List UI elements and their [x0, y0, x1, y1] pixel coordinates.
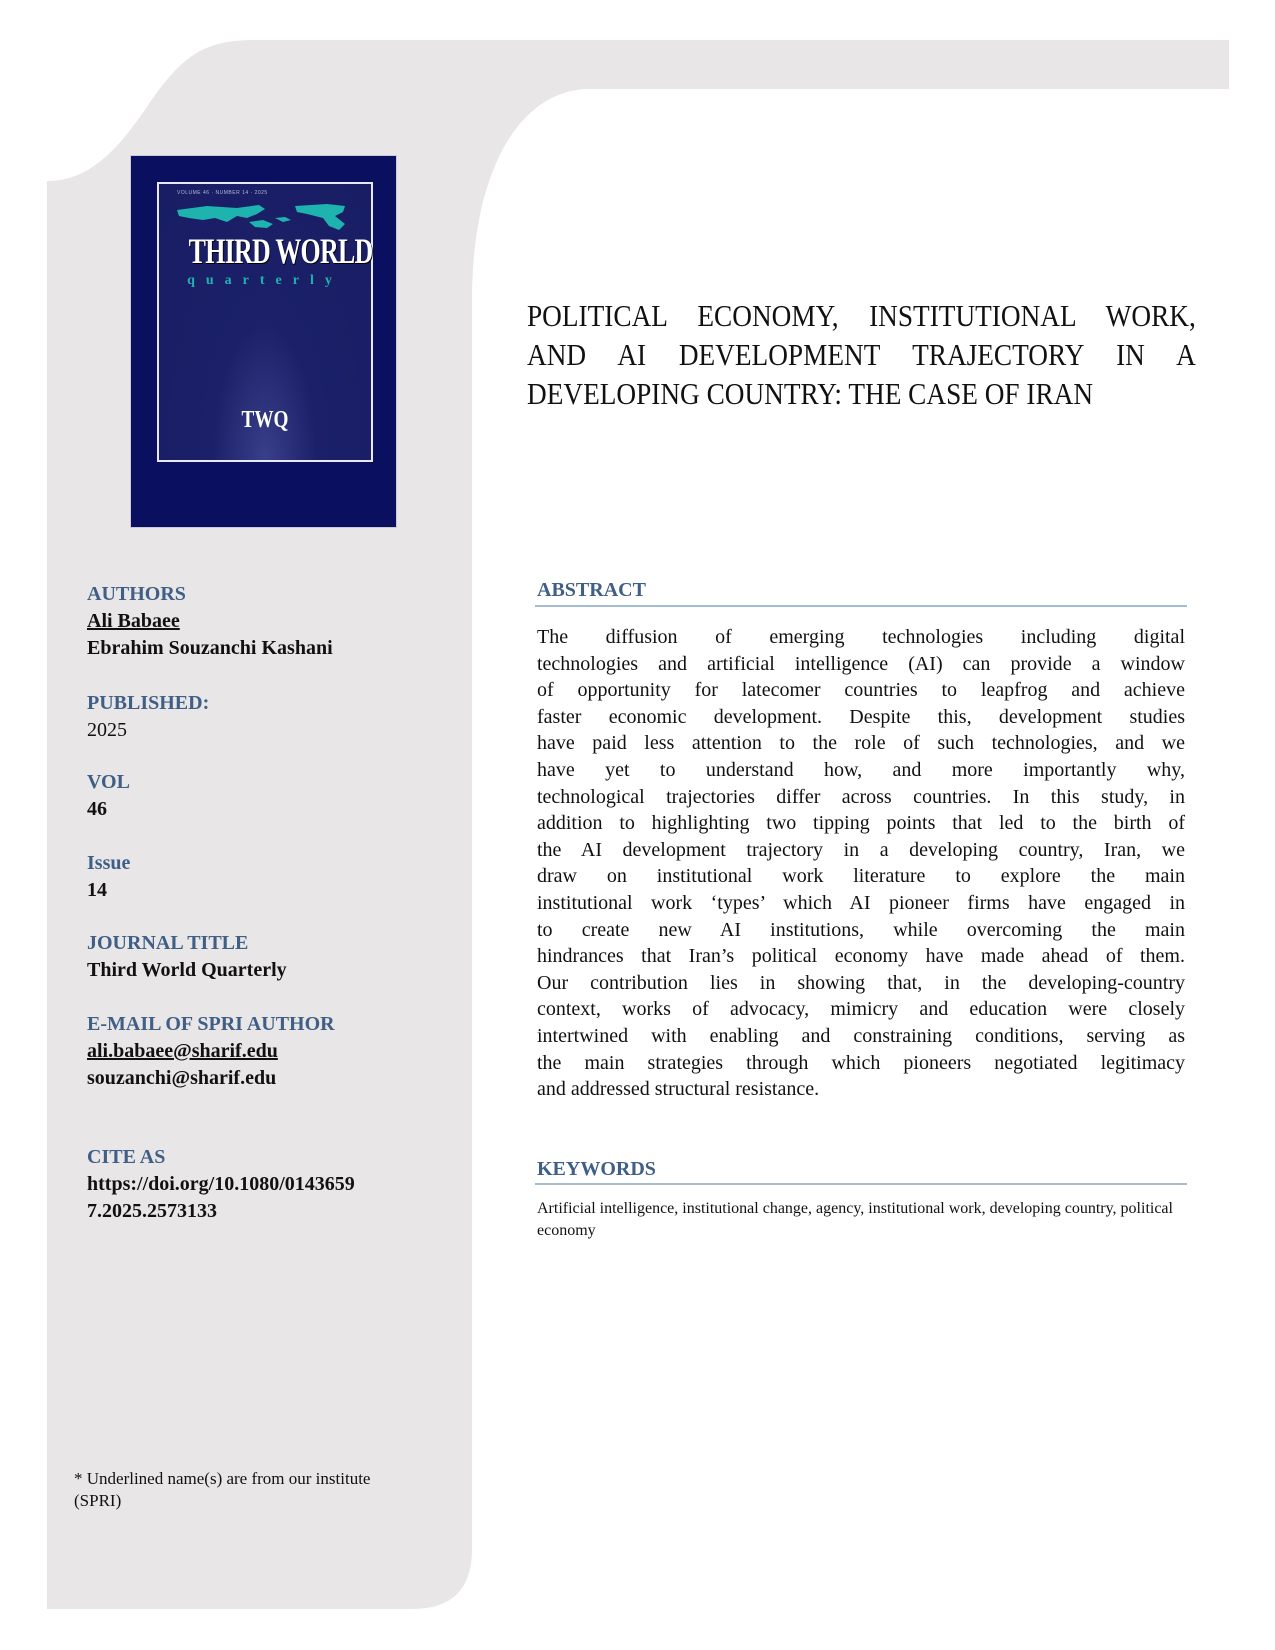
footnote-line: (SPRI) — [74, 1491, 122, 1510]
cover-title: THIRD WORLD — [188, 231, 373, 271]
journal-cover-image — [131, 156, 396, 527]
volume-label: VOL — [87, 771, 130, 793]
title-line: POLITICAL ECONOMY, INSTITUTIONAL WORK, — [527, 298, 1196, 333]
published-year: 2025 — [87, 719, 127, 741]
article-title — [527, 296, 1196, 413]
email-section — [87, 1011, 335, 1092]
email-link[interactable]: ali.babaee@sharif.edu — [87, 1040, 278, 1062]
abstract-divider — [535, 605, 1187, 607]
issue-value: 14 — [87, 879, 107, 901]
abstract-heading: ABSTRACT — [537, 579, 646, 601]
published-label: PUBLISHED: — [87, 692, 210, 714]
abstract-line: the AI development trajectory in a developing country, Iran, we — [537, 838, 1185, 861]
abstract-line: intertwined with enabling and constraining conditions, serving as — [537, 1024, 1185, 1047]
abstract-line: have yet to understand how, and more importantly why, — [537, 758, 1185, 781]
abstract-line: Our contribution lies in showing that, in the developing-country — [537, 971, 1185, 994]
cover-subtitle: quarterly — [187, 273, 343, 288]
cover-frame — [157, 182, 373, 462]
journal-label: JOURNAL TITLE — [87, 932, 249, 954]
cover-volume-line: VOLUME 46 · NUMBER 14 · 2025 — [177, 190, 268, 196]
footnote — [74, 1468, 454, 1512]
cover-abbrev: TWQ — [241, 407, 289, 433]
volume-section — [87, 769, 130, 823]
cite-label: CITE AS — [87, 1146, 166, 1168]
abstract-line: draw on institutional work literature to explore the main — [537, 865, 1185, 888]
title-line: DEVELOPING COUNTRY: THE CASE OF IRAN — [527, 376, 1094, 411]
abstract-line: and addressed structural resistance. — [537, 1078, 820, 1101]
keywords-divider — [535, 1183, 1187, 1185]
authors-section — [87, 581, 333, 662]
abstract-line: hindrances that Iran’s political economy have made ahead of them. — [537, 945, 1185, 968]
abstract-line: addition to highlighting two tipping points that led to the birth of — [537, 812, 1185, 835]
abstract-line: of opportunity for latecomer countries to leapfrog and achieve — [537, 679, 1185, 702]
author-name: Ebrahim Souzanchi Kashani — [87, 637, 333, 659]
email-link[interactable]: souzanchi@sharif.edu — [87, 1067, 277, 1089]
abstract-line: faster economic development. Despite this, development studies — [537, 705, 1185, 728]
abstract-line: technological trajectories differ across countries. In this study, in — [537, 785, 1185, 808]
abstract-line: The diffusion of emerging technologies including digital — [537, 626, 1185, 648]
doi-link[interactable]: 7.2025.2573133 — [87, 1200, 217, 1222]
issue-section — [87, 850, 130, 904]
abstract-line: have paid less attention to the role of such technologies, and we — [537, 732, 1185, 755]
volume-value: 46 — [87, 798, 107, 820]
abstract-line: the main strategies through which pioneers negotiated legitimacy — [537, 1051, 1185, 1074]
abstract-line: technologies and artificial intelligence (AI) can provide a window — [537, 652, 1185, 675]
journal-section — [87, 930, 287, 984]
cite-section — [87, 1144, 355, 1225]
abstract-body — [537, 624, 1185, 1103]
abstract-line: context, works of advocacy, mimicry and education were closely — [537, 998, 1185, 1021]
keywords-heading: KEYWORDS — [537, 1158, 656, 1180]
keywords-text: Artificial intelligence, institutional change, agency, institutional work, developing country, political economy — [537, 1200, 1173, 1239]
abstract-line: institutional work ‘types’ which AI pioneer firms have engaged in — [537, 891, 1185, 914]
journal-title: Third World Quarterly — [87, 959, 287, 981]
published-section — [87, 690, 209, 744]
footnote-line: * Underlined name(s) are from our institute — [74, 1469, 371, 1488]
doi-link[interactable]: https://doi.org/10.1080/0143659 — [87, 1173, 355, 1195]
abstract-line: to create new AI institutions, while overcoming the main — [537, 918, 1185, 941]
title-line: AND AI DEVELOPMENT TRAJECTORY IN A — [527, 337, 1196, 372]
authors-label: AUTHORS — [87, 583, 186, 605]
author-name[interactable]: Ali Babaee — [87, 610, 180, 632]
email-label: E-MAIL OF SPRI AUTHOR — [87, 1013, 335, 1035]
issue-label: Issue — [87, 852, 131, 874]
